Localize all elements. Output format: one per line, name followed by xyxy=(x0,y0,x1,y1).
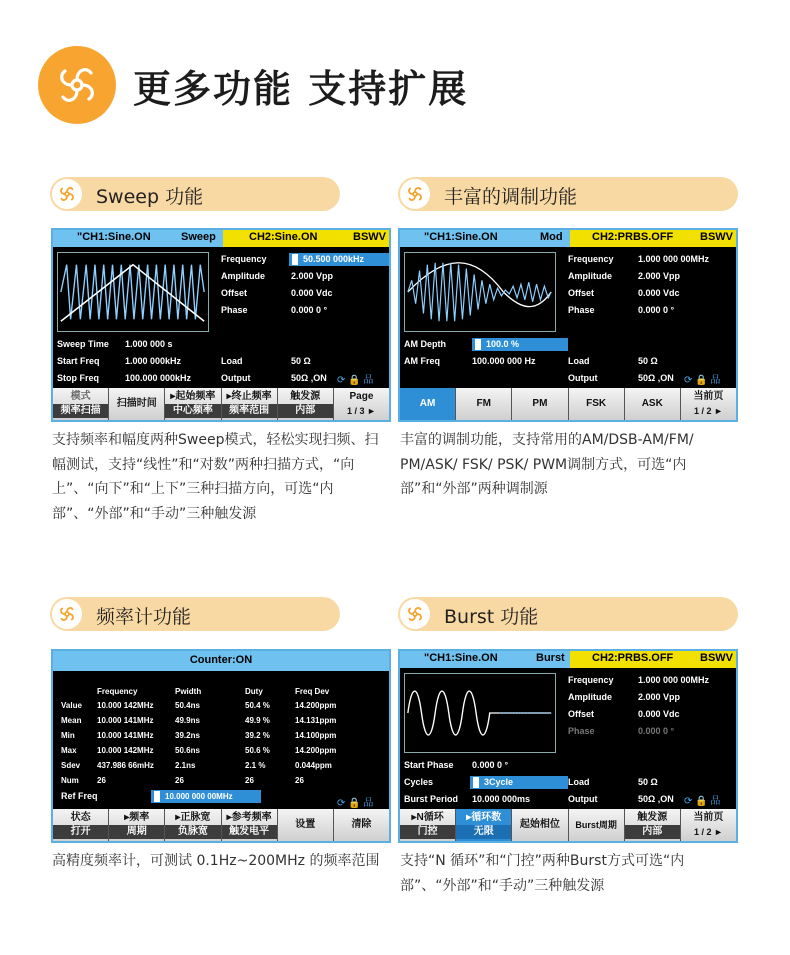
output-value: 50Ω ,ON xyxy=(291,373,327,383)
softkey-state[interactable] xyxy=(53,809,108,841)
load-label: Load xyxy=(221,356,243,366)
param-value: 2.000 Vpp xyxy=(638,692,681,702)
load-value: 50 Ω xyxy=(638,777,658,787)
softkey-label: 触发源 xyxy=(637,812,668,823)
mode-label: Burst xyxy=(536,652,565,664)
sweep-description: 支持频率和幅度两种Sweep模式，轻松实现扫频、扫幅测试，支持“线性”和“对数”两种扫描方式，“向上”、“向下”和“上下”三种扫描方向，可选“内部”、“外部”和“手动”三种触发源 xyxy=(52,432,379,522)
softkey-sweep-time[interactable] xyxy=(108,388,164,420)
table-cell: 50.6ns xyxy=(175,746,200,755)
softkey-sublabel: 打开 xyxy=(53,825,108,839)
softkey-setup[interactable] xyxy=(277,809,333,841)
softkey-bar xyxy=(400,809,736,841)
table-row-label: Min xyxy=(61,731,75,740)
table-cell: 10.000 141MHz xyxy=(97,731,154,740)
table-cell: 10.000 142MHz xyxy=(97,746,154,755)
param-label: Start Freq xyxy=(57,356,100,366)
table-row-label: Sdev xyxy=(61,761,81,770)
table-cell: 49.9 % xyxy=(245,716,270,725)
am-waveform xyxy=(404,252,556,332)
mode-label: Mod xyxy=(540,231,563,243)
param-label: Frequency xyxy=(221,254,267,264)
softkey-sublabel: 负脉宽 xyxy=(165,825,220,839)
table-cell: 14.200ppm xyxy=(295,701,337,710)
param-value: 0.000 Vdc xyxy=(638,288,680,298)
param-label: Phase xyxy=(568,305,595,315)
ch2-status: CH2:Sine.ON xyxy=(249,231,318,243)
table-cell: 0.044ppm xyxy=(295,761,332,770)
softkey-label: ▸参考频率 xyxy=(226,812,272,823)
param-label: Amplitude xyxy=(221,271,265,281)
softkey-label: 当前页 xyxy=(693,391,724,402)
counter-title: Counter:ON xyxy=(189,654,253,666)
column-header: Frequency xyxy=(97,687,138,696)
softkey-label: ▸正脉宽 xyxy=(175,812,211,823)
softkey-sublabel: 无限 xyxy=(456,825,511,839)
load-value: 50 Ω xyxy=(291,356,311,366)
burst-description: 支持“N 循环”和“门控”两种Burst方式可选“内部”、“外部”和“手动”三种触发源 xyxy=(400,853,685,894)
table-row-label: Value xyxy=(61,701,82,710)
table-cell: 26 xyxy=(175,776,184,785)
softkey-frequency[interactable] xyxy=(108,809,164,841)
counter-description: 高精度频率计，可测试 0.1Hz~200MHz 的频率范围 xyxy=(52,853,380,869)
param-label: AM Freq xyxy=(404,356,440,366)
bswv-tag: BSWV xyxy=(700,231,733,243)
softkey-label: PM xyxy=(532,398,548,409)
fan-swirl-icon xyxy=(400,179,430,209)
load-label: Load xyxy=(568,777,590,787)
load-value: 50 Ω xyxy=(638,356,658,366)
table-cell: 2.1 % xyxy=(245,761,266,770)
param-value: 1.000 000 00MHz xyxy=(638,675,710,685)
softkey-sublabel: 内部 xyxy=(625,825,680,839)
param-label: Frequency xyxy=(568,675,614,685)
status-icons: ⟳ 🔒 品 xyxy=(684,796,721,807)
softkey-ref-freq[interactable] xyxy=(221,809,277,841)
softkey-stop-freq[interactable] xyxy=(221,388,277,420)
param-value: 1.000 000kHz xyxy=(125,356,182,366)
sweep-section-header xyxy=(50,177,340,211)
ref-freq-input[interactable]: 10.000 000 00MHz xyxy=(151,790,261,803)
table-cell: 39.2ns xyxy=(175,731,200,740)
table-cell: 26 xyxy=(295,776,304,785)
table-cell: 14.131ppm xyxy=(295,716,337,725)
column-header: Freq Dev xyxy=(295,687,330,696)
softkey-sublabel: 1 / 2 ► xyxy=(693,406,723,416)
mod-description: 丰富的调制功能，支持常用的AM/DSB-AM/FM/ PM/ASK/ FSK/ PSK/ PWM调制方式，可选“内部”和“外部”两种调制源 xyxy=(400,432,694,497)
table-row-label: Mean xyxy=(61,716,82,725)
mod-section-title: 丰富的调制功能 xyxy=(444,186,578,208)
softkey-label: 设置 xyxy=(295,819,316,830)
page-title: 更多功能 支持扩展 xyxy=(133,67,469,111)
softkey-label: 当前页 xyxy=(693,812,724,823)
softkey-sublabel: 频率扫描 xyxy=(53,404,108,418)
softkey-label: ▸频率 xyxy=(124,812,150,823)
param-value: 1.000 000 s xyxy=(125,339,173,349)
param-value: 100.000 000kHz xyxy=(125,373,192,383)
param-label: Burst Period xyxy=(404,794,459,804)
softkey-sublabel: 周期 xyxy=(109,825,164,839)
cycles-input[interactable]: 3Cycle xyxy=(470,776,568,789)
param-value: 10.000 000ms xyxy=(472,794,531,804)
bswv-tag: BSWV xyxy=(700,652,733,664)
param-value: 2.000 Vpp xyxy=(291,271,334,281)
softkey-label: ▸N循环 xyxy=(411,812,444,823)
sweep-screen xyxy=(51,228,391,422)
column-header: Pwidth xyxy=(175,687,202,696)
softkey-cycles[interactable] xyxy=(455,809,511,841)
softkey-page[interactable] xyxy=(680,809,736,841)
softkey-label: Page xyxy=(349,391,374,402)
output-label: Output xyxy=(221,373,251,383)
ch2-status: CH2:PRBS.OFF xyxy=(592,652,674,664)
softkey-bar xyxy=(53,809,389,841)
frequency-input[interactable]: 50.500 000kHz xyxy=(289,253,389,266)
table-cell: 26 xyxy=(245,776,254,785)
output-label: Output xyxy=(568,794,598,804)
softkey-page[interactable] xyxy=(680,388,736,420)
param-value: 0.000 Vdc xyxy=(291,288,333,298)
output-value: 50Ω ,ON xyxy=(638,373,674,383)
output-value: 50Ω ,ON xyxy=(638,794,674,804)
mod-screen xyxy=(398,228,738,422)
softkey-label: AM xyxy=(419,398,436,409)
softkey-fm[interactable] xyxy=(455,388,511,420)
softkey-label: 状态 xyxy=(70,812,91,823)
softkey-sublabel: 1 / 3 ► xyxy=(346,406,376,416)
param-label: Phase xyxy=(221,305,248,315)
softkey-sublabel: 触发电平 xyxy=(222,825,277,839)
ch1-status: "CH1:Sine.ON xyxy=(424,652,498,664)
param-value: 0.000 0 ° xyxy=(291,305,328,315)
output-label: Output xyxy=(568,373,598,383)
softkey-sublabel: 中心频率 xyxy=(165,404,220,418)
status-icons: ⟳ 🔒 品 xyxy=(684,375,721,386)
table-cell: 26 xyxy=(97,776,106,785)
table-cell: 39.2 % xyxy=(245,731,270,740)
fan-swirl-icon xyxy=(38,46,116,124)
counter-section-title: 频率计功能 xyxy=(96,606,192,628)
softkey-label: FSK xyxy=(586,398,607,409)
table-cell: 50.4 % xyxy=(245,701,270,710)
ref-freq-label: Ref Freq xyxy=(61,791,98,801)
param-value: 0.000 0 ° xyxy=(638,726,675,736)
fan-swirl-icon xyxy=(52,599,82,629)
param-value: 1.000 000 00MHz xyxy=(638,254,710,264)
softkey-trigger-source[interactable] xyxy=(277,388,333,420)
burst-section-title: Burst 功能 xyxy=(444,606,539,628)
softkey-start-freq[interactable] xyxy=(164,388,220,420)
softkey-sublabel: 门控 xyxy=(400,825,455,839)
softkey-label: 清除 xyxy=(351,819,372,830)
status-bar xyxy=(400,651,736,668)
softkey-sublabel: 1 / 2 ► xyxy=(693,827,723,837)
softkey-start-phase[interactable] xyxy=(511,809,567,841)
status-bar xyxy=(53,230,389,247)
table-cell: 49.9ns xyxy=(175,716,200,725)
table-cell: 50.4ns xyxy=(175,701,200,710)
softkey-label: 触发源 xyxy=(290,391,321,402)
ch1-status: "CH1:Sine.ON xyxy=(77,231,151,243)
softkey-label: ▸起始频率 xyxy=(170,391,216,402)
param-label: Phase xyxy=(568,726,595,736)
status-icons: ⟳ 🔒 品 xyxy=(337,798,374,809)
softkey-pulse-width[interactable] xyxy=(164,809,220,841)
mode-label: Sweep xyxy=(181,231,216,243)
mod-section-header xyxy=(398,177,738,211)
table-cell: 14.100ppm xyxy=(295,731,337,740)
softkey-label: 起始相位 xyxy=(519,819,560,830)
param-label: Offset xyxy=(568,288,595,298)
ch1-status: "CH1:Sine.ON xyxy=(424,231,498,243)
sweep-waveform xyxy=(57,252,209,332)
softkey-label: 扫描时间 xyxy=(116,398,157,409)
status-bar xyxy=(400,230,736,247)
softkey-label: ▸循环数 xyxy=(466,812,502,823)
fan-swirl-icon xyxy=(400,599,430,629)
bswv-tag: BSWV xyxy=(353,231,386,243)
softkey-burst-period[interactable] xyxy=(568,809,624,841)
status-bar xyxy=(53,651,389,671)
param-value: 0.000 0 ° xyxy=(472,760,509,770)
fan-swirl-icon xyxy=(52,179,82,209)
table-cell: 50.6 % xyxy=(245,746,270,755)
param-label: Offset xyxy=(568,709,595,719)
burst-waveform xyxy=(404,673,556,753)
param-label: Stop Freq xyxy=(57,373,99,383)
softkey-sublabel: 内部 xyxy=(278,404,333,418)
param-value: 100.000 000 Hz xyxy=(472,356,536,366)
softkey-pm[interactable] xyxy=(511,388,567,420)
param-label: Amplitude xyxy=(568,692,612,702)
softkey-label: Burst周期 xyxy=(575,820,617,830)
softkey-trigger-source[interactable] xyxy=(624,809,680,841)
softkey-ncycle[interactable] xyxy=(400,809,455,841)
softkey-am[interactable] xyxy=(400,388,455,420)
softkey-mode[interactable] xyxy=(53,388,108,420)
ch2-status: CH2:PRBS.OFF xyxy=(592,231,674,243)
softkey-bar xyxy=(53,388,389,420)
param-label: Offset xyxy=(221,288,248,298)
param-value: 0.000 Vdc xyxy=(638,709,680,719)
load-label: Load xyxy=(568,356,590,366)
table-cell: 14.200ppm xyxy=(295,746,337,755)
table-cell: 2.1ns xyxy=(175,761,196,770)
param-label: Frequency xyxy=(568,254,614,264)
softkey-label: ASK xyxy=(641,398,663,409)
burst-screen xyxy=(398,649,738,843)
table-row-label: Num xyxy=(61,776,79,785)
param-label: Start Phase xyxy=(404,760,454,770)
softkey-label: 模式 xyxy=(70,391,91,402)
table-row-label: Max xyxy=(61,746,77,755)
column-header: Duty xyxy=(245,687,263,696)
table-cell: 437.986 66mHz xyxy=(97,761,154,770)
param-label: AM Depth xyxy=(404,339,446,349)
softkey-ask[interactable] xyxy=(624,388,680,420)
softkey-sublabel: 频率范围 xyxy=(222,404,277,418)
param-label: Cycles xyxy=(404,777,434,787)
table-cell: 10.000 141MHz xyxy=(97,716,154,725)
counter-screen xyxy=(51,649,391,843)
softkey-page[interactable] xyxy=(333,388,389,420)
softkey-bar xyxy=(400,388,736,420)
am-depth-input[interactable]: 100.0 % xyxy=(472,338,568,351)
status-icons: ⟳ 🔒 品 xyxy=(337,375,374,386)
param-value: 2.000 Vpp xyxy=(638,271,681,281)
softkey-label: ▸终止频率 xyxy=(226,391,272,402)
param-label: Sweep Time xyxy=(57,339,109,349)
counter-section-header xyxy=(50,597,340,631)
param-value: 0.000 0 ° xyxy=(638,305,675,315)
softkey-fsk[interactable] xyxy=(568,388,624,420)
sweep-section-title: Sweep 功能 xyxy=(96,186,204,208)
burst-section-header xyxy=(398,597,738,631)
table-cell: 10.000 142MHz xyxy=(97,701,154,710)
softkey-label: FM xyxy=(476,398,491,409)
param-label: Amplitude xyxy=(568,271,612,281)
softkey-clear[interactable] xyxy=(333,809,389,841)
